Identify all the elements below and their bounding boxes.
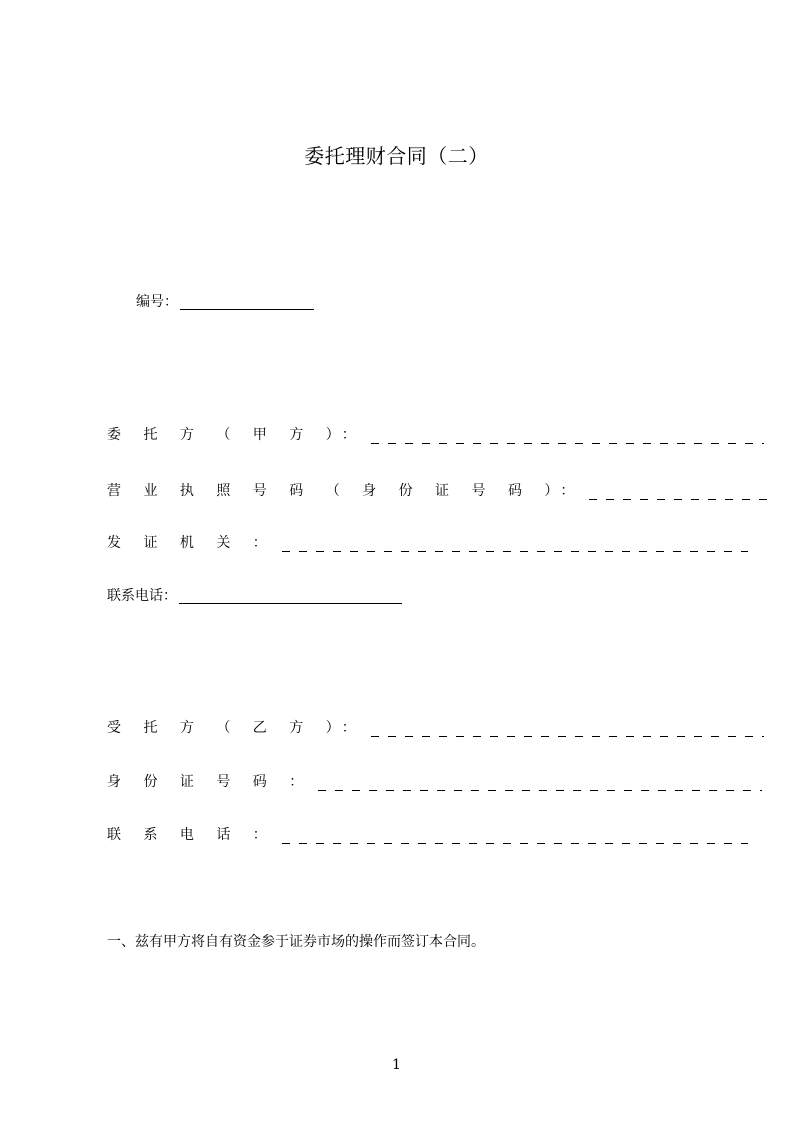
party-a-name-label: 委 托 方 （ 甲 方 ）： [107, 427, 365, 443]
party-b-phone-blank[interactable] [282, 828, 748, 844]
contract-number-label: 编号： [136, 294, 178, 310]
party-b-id-line [107, 772, 762, 792]
party-a-issuer-blank[interactable] [282, 536, 748, 552]
page-number: 1 [392, 1057, 401, 1073]
party-a-name-line [107, 425, 764, 445]
party-a-phone-line [107, 586, 402, 606]
party-a-phone-blank[interactable] [179, 588, 402, 604]
clause-1 [107, 932, 485, 952]
party-a-issuer-label: 发 证 机 关 ： [107, 535, 276, 551]
party-a-license-label: 营 业 执 照 号 码 （ 身 份 证 号 码 ）： [107, 483, 584, 499]
party-b-name-line [107, 718, 764, 738]
party-b-name-label: 受 托 方 （ 乙 方 ）： [107, 720, 365, 736]
document-title: 委托理财合同（二） [304, 144, 489, 168]
party-a-name-blank[interactable] [371, 428, 764, 444]
party-a-license-blank[interactable] [589, 484, 769, 500]
party-b-phone-line [107, 825, 748, 845]
contract-number-line [136, 292, 314, 312]
clause-1-text: 一、兹有甲方将自有资金参于证券市场的操作而签订本合同。 [107, 934, 485, 950]
party-a-phone-label: 联系电话： [107, 588, 177, 604]
party-a-issuer-line [107, 533, 748, 553]
party-b-phone-label: 联 系 电 话 ： [107, 827, 276, 843]
party-b-name-blank[interactable] [371, 721, 764, 737]
party-a-license-line [107, 481, 769, 501]
party-b-id-blank[interactable] [318, 775, 762, 791]
party-b-id-label: 身 份 证 号 码 ： [107, 774, 313, 790]
contract-number-blank[interactable] [180, 294, 314, 310]
